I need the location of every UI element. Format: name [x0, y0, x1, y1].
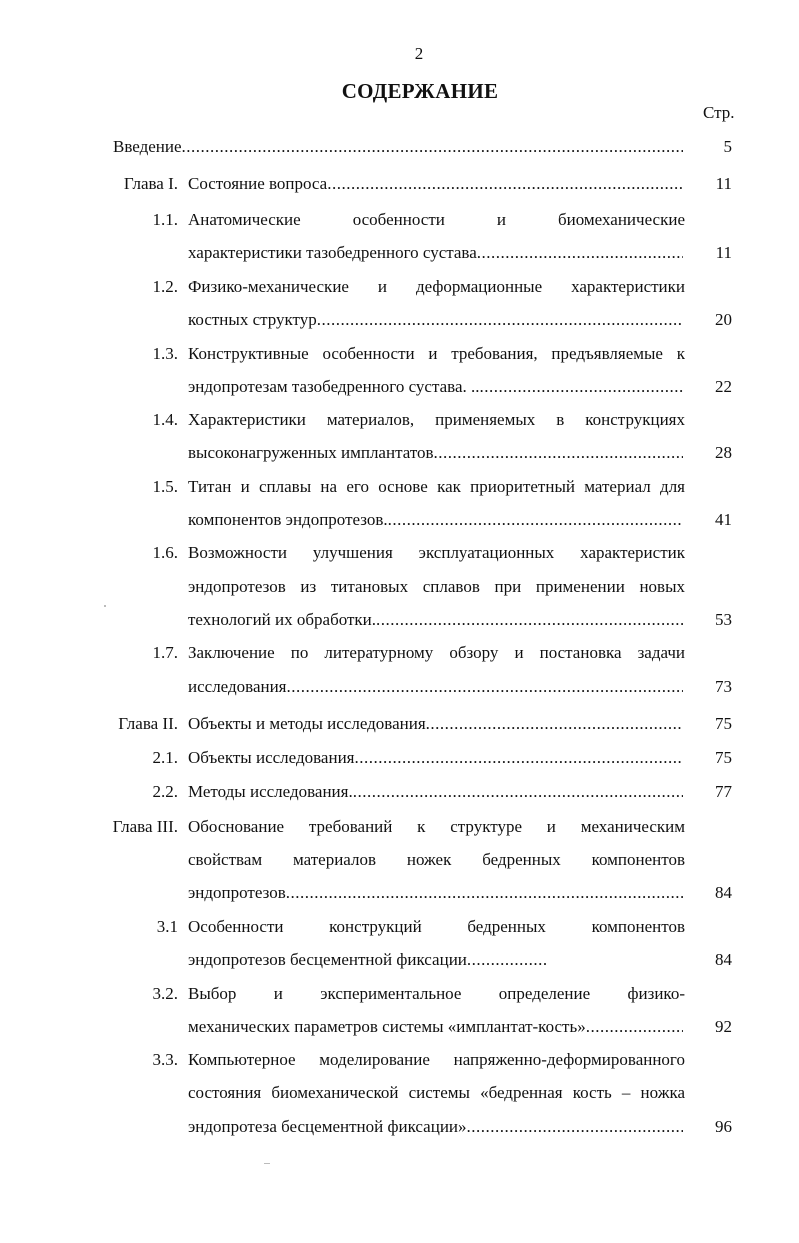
toc-entry-line: Возможности улучшения эксплуатационных характеристик	[188, 543, 685, 562]
toc-entry-page: 41	[715, 510, 732, 529]
toc-entry-line: технологий их обработки. .....	[188, 608, 683, 632]
toc-entry-label: Глава III.	[112, 817, 178, 836]
toc-entry-line: Объекты исследования .....	[188, 746, 683, 770]
toc-entry-label: Глава I.	[123, 174, 178, 193]
toc-entry-line: Физико-механические и деформационные характеристики	[188, 277, 685, 296]
toc-entry-page: 96	[715, 1117, 732, 1136]
toc-entry-page: 84	[715, 950, 732, 969]
toc-entry-line: костных структур .....	[188, 308, 683, 332]
toc-entry-line: состояния биомеханической системы «бедренная кость – ножка	[188, 1083, 685, 1102]
toc-entry-label: 1.3.	[152, 344, 178, 363]
toc-entry-page: 92	[715, 1017, 732, 1036]
toc-entry-page: 11	[715, 243, 732, 262]
toc-entry-line: высоконагруженных имплантатов .....	[188, 441, 683, 465]
scan-speck	[264, 1163, 270, 1164]
toc-entry-line: свойствам материалов ножек бедренных компонентов	[188, 850, 685, 869]
toc-entry-line: механических параметров системы «имплантат-кость» .....	[188, 1015, 683, 1039]
toc-entry-label: 2.2.	[152, 782, 178, 801]
toc-entry-line: Особенности конструкций бедренных компонентов	[188, 917, 685, 936]
toc-entry-page: 5	[723, 137, 732, 156]
toc-entry-line: эндопротезов .....	[188, 881, 683, 905]
toc-entry-page: 75	[715, 748, 732, 767]
toc-entry-line: эндопротезов из титановых сплавов при применении новых	[188, 577, 685, 596]
toc-entry-label: 1.5.	[152, 477, 178, 496]
toc-entry-line: Введение .....	[113, 135, 683, 159]
toc-entry-page: 53	[715, 610, 732, 629]
toc-entry-line: компонентов эндопротезов. .....	[188, 508, 683, 532]
toc-entry-label: 2.1.	[152, 748, 178, 767]
toc-entry-label: 3.2.	[152, 984, 178, 1003]
toc-entry-page: 20	[715, 310, 732, 329]
toc-entry-line: эндопротезов бесцементной фиксации .....	[188, 948, 546, 972]
toc-entry-label: 3.1	[156, 917, 178, 936]
page-title: СОДЕРЖАНИЕ	[341, 79, 499, 103]
toc-entry-label: 3.3.	[152, 1050, 178, 1069]
toc-entry-page: 75	[715, 714, 732, 733]
toc-entry-line: эндопротеза бесцементной фиксации» .....	[188, 1115, 683, 1139]
toc-entry-line: Состояние вопроса .....	[188, 172, 683, 196]
toc-entry-label: Глава II.	[118, 714, 178, 733]
toc-entry-label: 1.6.	[152, 543, 178, 562]
toc-entry-line: Характеристики материалов, применяемых в конструкциях	[188, 410, 685, 429]
toc-entry-page: 11	[715, 174, 732, 193]
toc-entry-line: характеристики тазобедренного сустава .....	[188, 241, 683, 265]
toc-entry-line: Титан и сплавы на его основе как приоритетный материал для	[188, 477, 685, 496]
toc-entry-line: исследования .....	[188, 675, 683, 699]
toc-entry-label: 1.4.	[152, 410, 178, 429]
toc-entry-line: Выбор и экспериментальное определение физико-	[188, 984, 685, 1003]
toc-entry-page: 77	[715, 782, 732, 801]
toc-entry-label: 1.1.	[152, 210, 178, 229]
toc-entry-line: Анатомические особенности и биомеханические	[188, 210, 685, 229]
toc-entry-label: 1.7.	[152, 643, 178, 662]
toc-entry-line: Объекты и методы исследования .....	[188, 712, 683, 736]
toc-entry-page: 28	[715, 443, 732, 462]
toc-entry-line: эндопротезам тазобедренного сустава. .. .....	[188, 375, 683, 399]
toc-entry-page: 22	[715, 377, 732, 396]
toc-entry-page: 84	[715, 883, 732, 902]
toc-entry-label: 1.2.	[152, 277, 178, 296]
toc-entry-line: Заключение по литературному обзору и постановка задачи	[188, 643, 685, 662]
toc-entry-page: 73	[715, 677, 732, 696]
scan-speck	[104, 605, 106, 607]
toc-entry-line: Конструктивные особенности и требования, предъявляемые к	[188, 344, 685, 363]
toc-entry-line: Компьютерное моделирование напряженно-деформированного	[188, 1050, 685, 1069]
toc-entry-line: Методы исследования. .....	[188, 780, 683, 804]
page-number: 2	[414, 44, 424, 63]
toc-entry-line: Обоснование требований к структуре и механическим	[188, 817, 685, 836]
page-column-label: Стр.	[703, 103, 735, 122]
